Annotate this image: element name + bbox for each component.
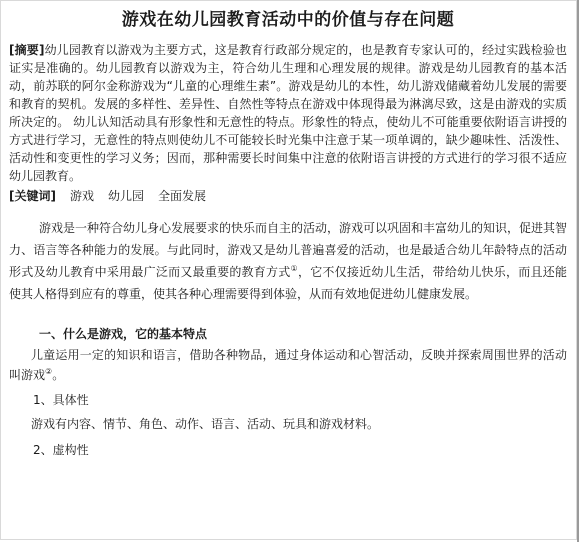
subsection-heading: 2、虚构性 [33,443,89,457]
page-title: 游戏在幼儿园教育活动中的价值与存在问题 [121,10,455,30]
keyword-item: 全面发展 [158,189,207,203]
abstract-label: [摘要] [9,43,45,57]
subsection-text: 游戏有内容、情节、角色、动作、语言、活动、玩具和游戏材料。 [31,417,380,431]
intro-text: 游戏是一种符合幼儿身心发展要求的快乐而自主的活动，游戏可以巩固和丰富幼儿的知识，促进其智力、语言等各种能力的发展。与此同时，游戏又是幼儿普遍喜爱的活动，也是最适合幼儿年龄特点的活动形式及幼儿教育中采用最广泛而又最重要的教育方式 [9,221,568,279]
abstract-text: 幼儿园教育以游戏为主要方式，这是教育行政部分规定的，也是教育专家认可的，经过实践检验也证实是准确的。幼儿园教育以游戏为主，符合幼儿生理和心理发展的规律。游戏是幼儿园教育的基本活动，前苏联的阿尔金称游戏为“儿童的心理维生素”。游戏是幼儿的本性，幼儿游戏储藏着幼儿发展的需要和教育的契机。发展的多样性、差异性、自然性等特点在游戏中体现得最为淋漓尽致，这是由游戏的实质所决定的。 幼儿认知活动具有形象性和无意性的特点。形象性的特点，使幼儿不可能重要依附语言讲授的方式进行学习，无意性的特点则使幼儿不可能较长时光集中注意于某一项单调的，缺少趣味性、活泼性、活动性和变更性的学习义务；因而，那种需要长时间集中注意的依附语言讲授的方式进行的学习很不适应幼儿园教育。 [9,43,567,183]
keywords-label: [关键词] [9,189,56,203]
keyword-item: 游戏 [69,189,94,203]
footnote-marker: ② [45,367,53,376]
intro-text-continued: ，它不仅接近幼儿生活，带给幼儿快乐，而且还能使其人格得到应有的尊重，使其各种心理需要得到体验，从而有效地促进幼儿健康发展。 [9,265,567,301]
footnote-marker: ① [290,264,298,273]
section-text: 儿童运用一定的知识和语言，借助各种物品，通过身体运动和心智活动，反映并探索周围世界的活动叫游戏 [9,348,567,382]
section-paragraph [9,345,567,385]
abstract-paragraph [9,41,567,185]
subsection-heading: 1、具体性 [33,393,89,407]
document-body [9,7,567,461]
section-heading: 一、什么是游戏，它的基本特点 [39,327,208,341]
intro-paragraph [9,217,567,305]
keyword-item: 幼儿园 [108,189,145,203]
keywords-line [9,187,567,205]
section-text-end: 。 [52,368,65,382]
